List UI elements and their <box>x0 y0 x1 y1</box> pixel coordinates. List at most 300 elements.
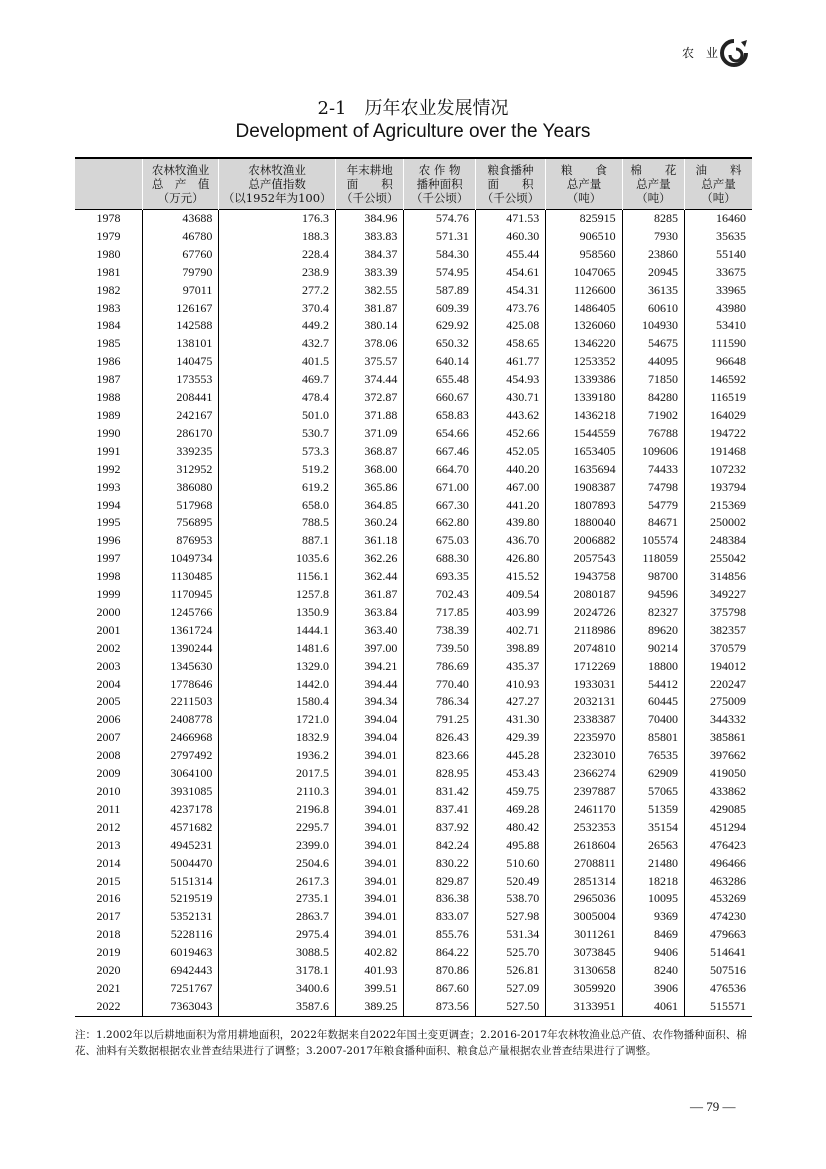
table-cell: 36135 <box>622 282 684 300</box>
table-cell: 126167 <box>142 300 218 318</box>
table-cell: 18800 <box>622 658 684 676</box>
table-cell: 4571682 <box>142 819 218 837</box>
table-cell: 394.01 <box>336 801 404 819</box>
table-cell: 2024726 <box>546 604 622 622</box>
table-cell: 440.20 <box>475 461 545 479</box>
table-cell: 619.2 <box>219 479 336 497</box>
table-cell: 384.37 <box>336 246 404 264</box>
table-cell: 786.69 <box>404 658 475 676</box>
table-row <box>75 837 752 855</box>
table-cell: 658.0 <box>219 497 336 515</box>
year-cell: 1992 <box>96 461 121 476</box>
table-cell: 397662 <box>685 747 752 765</box>
table-cell: 3059920 <box>546 980 622 998</box>
table-cell: 867.60 <box>404 980 475 998</box>
table-cell: 507516 <box>685 962 752 980</box>
year-cell: 1980 <box>96 246 121 261</box>
table-cell: 118059 <box>622 550 684 568</box>
table-cell: 349227 <box>685 586 752 604</box>
table-cell: 60445 <box>622 693 684 711</box>
table-cell: 2057543 <box>546 550 622 568</box>
table-cell: 2323010 <box>546 747 622 765</box>
table-cell: 2735.1 <box>219 890 336 908</box>
table-cell: 574.95 <box>404 264 475 282</box>
year-cell: 2013 <box>96 837 121 852</box>
table-cell: 445.28 <box>475 747 545 765</box>
table-cell: 375798 <box>685 604 752 622</box>
table-cell: 46780 <box>142 228 218 246</box>
table-cell: 501.0 <box>219 407 336 425</box>
table-cell: 383.39 <box>336 264 404 282</box>
column-header: 粮食播种 面 积 （千公顷） <box>475 158 545 210</box>
table-cell: 51359 <box>622 801 684 819</box>
table-cell: 467.00 <box>475 479 545 497</box>
table-cell: 2965036 <box>546 890 622 908</box>
table-cell: 430.71 <box>475 389 545 407</box>
year-cell: 1997 <box>96 551 121 566</box>
table-cell: 220247 <box>685 676 752 694</box>
page-number: — 79 — <box>690 1099 736 1114</box>
table-cell: 514641 <box>685 944 752 962</box>
table-cell: 5004470 <box>142 855 218 873</box>
table-cell: 5219519 <box>142 890 218 908</box>
table-cell: 458.65 <box>475 335 545 353</box>
table-cell: 361.87 <box>336 586 404 604</box>
table-row <box>75 819 752 837</box>
table-cell: 173553 <box>142 371 218 389</box>
table-cell: 104930 <box>622 317 684 335</box>
year-cell: 2015 <box>96 873 121 888</box>
table-cell: 344332 <box>685 711 752 729</box>
table-cell: 650.32 <box>404 335 475 353</box>
table-cell: 363.84 <box>336 604 404 622</box>
year-cell: 2021 <box>96 980 121 995</box>
table-cell: 441.20 <box>475 497 545 515</box>
table-cell: 1778646 <box>142 676 218 694</box>
year-cell: 2003 <box>96 658 121 673</box>
table-cell: 370579 <box>685 640 752 658</box>
table-cell: 140475 <box>142 353 218 371</box>
table-cell: 70400 <box>622 711 684 729</box>
table-cell: 1653405 <box>546 443 622 461</box>
table-cell: 2006882 <box>546 532 622 550</box>
year-cell: 2018 <box>96 927 121 942</box>
table-cell: 476536 <box>685 980 752 998</box>
table-cell: 3130658 <box>546 962 622 980</box>
table-cell: 84280 <box>622 389 684 407</box>
table-cell: 394.01 <box>336 908 404 926</box>
column-header: 农林牧渔业 总 产 值 （万元） <box>142 158 218 210</box>
table-cell: 3906 <box>622 980 684 998</box>
table-cell: 1350.9 <box>219 604 336 622</box>
table-cell: 54675 <box>622 335 684 353</box>
table-cell: 463286 <box>685 873 752 891</box>
table-cell: 3931085 <box>142 783 218 801</box>
table-cell: 9406 <box>622 944 684 962</box>
table-cell: 436.70 <box>475 532 545 550</box>
table-cell: 57065 <box>622 783 684 801</box>
table-cell: 76535 <box>622 747 684 765</box>
table-cell: 459.75 <box>475 783 545 801</box>
table-cell: 609.39 <box>404 300 475 318</box>
table-cell: 1339180 <box>546 389 622 407</box>
table-cell: 398.89 <box>475 640 545 658</box>
table-cell: 455.44 <box>475 246 545 264</box>
table-cell: 3064100 <box>142 765 218 783</box>
table-cell: 584.30 <box>404 246 475 264</box>
year-cell: 1984 <box>96 318 121 333</box>
table-cell: 830.22 <box>404 855 475 873</box>
table-row <box>75 479 752 497</box>
table-cell: 389.25 <box>336 998 404 1016</box>
table-cell: 9369 <box>622 908 684 926</box>
table-header-row <box>75 158 752 210</box>
year-cell: 2011 <box>96 801 121 816</box>
table-cell: 62909 <box>622 765 684 783</box>
table-cell: 339235 <box>142 443 218 461</box>
table-cell: 667.30 <box>404 497 475 515</box>
table-cell: 452.05 <box>475 443 545 461</box>
table-row <box>75 944 752 962</box>
table-cell: 109606 <box>622 443 684 461</box>
table-cell: 372.87 <box>336 389 404 407</box>
year-cell: 2002 <box>96 640 121 655</box>
table-cell: 439.80 <box>475 514 545 532</box>
year-cell: 2014 <box>96 855 121 870</box>
table-cell: 2338387 <box>546 711 622 729</box>
table-cell: 90214 <box>622 640 684 658</box>
table-cell: 520.49 <box>475 873 545 891</box>
table-cell: 1721.0 <box>219 711 336 729</box>
column-header: 粮 食 总产量 （吨） <box>546 158 622 210</box>
year-cell: 1988 <box>96 390 121 405</box>
table-cell: 286170 <box>142 425 218 443</box>
table-cell: 164029 <box>685 407 752 425</box>
table-row <box>75 335 752 353</box>
table-cell: 382357 <box>685 622 752 640</box>
table-cell: 1339386 <box>546 371 622 389</box>
table-cell: 454.93 <box>475 371 545 389</box>
table-cell: 1486405 <box>546 300 622 318</box>
table-cell: 2032131 <box>546 693 622 711</box>
table-cell: 98700 <box>622 568 684 586</box>
table-row <box>75 890 752 908</box>
table-row <box>75 801 752 819</box>
column-header: 农 作 物 播种面积 （千公顷） <box>404 158 475 210</box>
table-cell: 74798 <box>622 479 684 497</box>
table-cell: 480.42 <box>475 819 545 837</box>
year-cell: 2008 <box>96 748 121 763</box>
year-cell: 2020 <box>96 963 121 978</box>
table-cell: 4945231 <box>142 837 218 855</box>
table-cell: 4237178 <box>142 801 218 819</box>
table-row <box>75 747 752 765</box>
table-cell: 449.2 <box>219 317 336 335</box>
table-cell: 1035.6 <box>219 550 336 568</box>
table-cell: 5228116 <box>142 926 218 944</box>
table-cell: 675.03 <box>404 532 475 550</box>
table-cell: 1936.2 <box>219 747 336 765</box>
table-cell: 365.86 <box>336 479 404 497</box>
table-cell: 33965 <box>685 282 752 300</box>
table-cell: 1361724 <box>142 622 218 640</box>
table-cell: 54779 <box>622 497 684 515</box>
table-row <box>75 443 752 461</box>
year-cell: 1982 <box>96 282 121 297</box>
table-cell: 8285 <box>622 210 684 228</box>
table-cell: 5352131 <box>142 908 218 926</box>
table-cell: 435.37 <box>475 658 545 676</box>
table-cell: 836.38 <box>404 890 475 908</box>
year-cell: 1985 <box>96 336 121 351</box>
table-cell: 1943758 <box>546 568 622 586</box>
column-header: 棉 花 总产量 （吨） <box>622 158 684 210</box>
table-cell: 375.57 <box>336 353 404 371</box>
table-row <box>75 622 752 640</box>
year-cell: 1978 <box>96 211 121 225</box>
table-cell: 2851314 <box>546 873 622 891</box>
table-cell: 380.14 <box>336 317 404 335</box>
table-cell: 191468 <box>685 443 752 461</box>
table-cell: 667.46 <box>404 443 475 461</box>
table-cell: 368.87 <box>336 443 404 461</box>
table-cell: 2080187 <box>546 586 622 604</box>
table-cell: 419050 <box>685 765 752 783</box>
table-cell: 71902 <box>622 407 684 425</box>
table-cell: 829.87 <box>404 873 475 891</box>
table-cell: 527.98 <box>475 908 545 926</box>
table-cell: 76788 <box>622 425 684 443</box>
table-cell: 403.99 <box>475 604 545 622</box>
table-cell: 20945 <box>622 264 684 282</box>
year-cell: 2010 <box>96 784 121 798</box>
table-cell: 394.44 <box>336 676 404 694</box>
table-cell: 54412 <box>622 676 684 694</box>
year-cell: 1993 <box>96 479 121 494</box>
table-cell: 469.7 <box>219 371 336 389</box>
table-cell: 314856 <box>685 568 752 586</box>
table-cell: 517968 <box>142 497 218 515</box>
table-cell: 94596 <box>622 586 684 604</box>
table-cell: 107232 <box>685 461 752 479</box>
table-row <box>75 407 752 425</box>
table-cell: 394.01 <box>336 765 404 783</box>
table-cell: 7251767 <box>142 980 218 998</box>
table-cell: 510.60 <box>475 855 545 873</box>
table-cell: 530.7 <box>219 425 336 443</box>
year-cell: 1991 <box>96 443 121 458</box>
table-cell: 362.44 <box>336 568 404 586</box>
table-cell: 1712269 <box>546 658 622 676</box>
table-cell: 479663 <box>685 926 752 944</box>
table-cell: 3005004 <box>546 908 622 926</box>
table-cell: 2532353 <box>546 819 622 837</box>
table-row <box>75 461 752 479</box>
table-cell: 368.00 <box>336 461 404 479</box>
table-row <box>75 783 752 801</box>
table-cell: 2017.5 <box>219 765 336 783</box>
table-cell: 688.30 <box>404 550 475 568</box>
table-cell: 538.70 <box>475 890 545 908</box>
table-cell: 2118986 <box>546 622 622 640</box>
table-cell: 85801 <box>622 729 684 747</box>
table-cell: 371.88 <box>336 407 404 425</box>
table-cell: 461.77 <box>475 353 545 371</box>
table-cell: 2235970 <box>546 729 622 747</box>
year-cell: 1979 <box>96 228 121 243</box>
table-cell: 188.3 <box>219 228 336 246</box>
table-cell: 574.76 <box>404 210 475 228</box>
table-cell: 360.24 <box>336 514 404 532</box>
table-cell: 2466968 <box>142 729 218 747</box>
column-header: 年末耕地 面 积 （千公顷） <box>336 158 404 210</box>
table-cell: 362.26 <box>336 550 404 568</box>
table-cell: 1908387 <box>546 479 622 497</box>
table-row <box>75 497 752 515</box>
table-cell: 8469 <box>622 926 684 944</box>
table-cell: 855.76 <box>404 926 475 944</box>
table-cell: 837.41 <box>404 801 475 819</box>
table-cell: 828.95 <box>404 765 475 783</box>
table-cell: 833.07 <box>404 908 475 926</box>
year-cell: 2022 <box>75 998 142 1016</box>
table-row <box>75 873 752 891</box>
table-cell: 2461170 <box>546 801 622 819</box>
table-row <box>75 998 752 1016</box>
table-cell: 471.53 <box>475 210 545 228</box>
table-cell: 515571 <box>685 998 752 1016</box>
table-cell: 71850 <box>622 371 684 389</box>
table-cell: 208441 <box>142 389 218 407</box>
table-cell: 386080 <box>142 479 218 497</box>
table-cell: 394.01 <box>336 783 404 801</box>
table-cell: 433862 <box>685 783 752 801</box>
table-row <box>75 353 752 371</box>
year-cell: 1986 <box>96 354 121 369</box>
table-cell: 43980 <box>685 300 752 318</box>
table-row <box>75 264 752 282</box>
table-cell: 526.81 <box>475 962 545 980</box>
table-cell: 401.93 <box>336 962 404 980</box>
table-cell: 655.48 <box>404 371 475 389</box>
year-cell: 2007 <box>96 730 121 745</box>
table-cell: 228.4 <box>219 246 336 264</box>
table-cell: 1444.1 <box>219 622 336 640</box>
year-cell: 1994 <box>96 497 121 512</box>
table-cell: 654.66 <box>404 425 475 443</box>
table-cell: 660.67 <box>404 389 475 407</box>
table-row <box>75 658 752 676</box>
table-cell: 738.39 <box>404 622 475 640</box>
table-cell: 842.24 <box>404 837 475 855</box>
table-cell: 873.56 <box>404 998 475 1016</box>
table-cell: 1049734 <box>142 550 218 568</box>
table-cell: 10095 <box>622 890 684 908</box>
table-row <box>75 246 752 264</box>
page-subtitle: Development of Agriculture over the Years <box>235 121 591 142</box>
table-cell: 3178.1 <box>219 962 336 980</box>
table-cell: 394.21 <box>336 658 404 676</box>
table-cell: 277.2 <box>219 282 336 300</box>
footnote: 注：1.2002年以后耕地面积为常用耕地面积，2022年数据来自2022年国土变更调查；2.2016-2017年农林牧渔业总产值、农作物播种面积、棉花、油料有关数据根据农业普查结果进行了调整；3.2007-2017年粮食播种面积、粮食总产量根据农业普查结果进行了调整。 <box>75 1029 747 1057</box>
year-cell: 1995 <box>96 515 121 530</box>
table-row <box>75 676 752 694</box>
table-row <box>75 604 752 622</box>
table-cell: 788.5 <box>219 514 336 532</box>
table-cell: 1345630 <box>142 658 218 676</box>
table-cell: 702.43 <box>404 586 475 604</box>
table-cell: 394.01 <box>336 837 404 855</box>
table-cell: 640.14 <box>404 353 475 371</box>
table-row <box>75 711 752 729</box>
table-row <box>75 210 752 228</box>
table-cell: 6019463 <box>142 944 218 962</box>
table-row <box>75 908 752 926</box>
table-cell: 2211503 <box>142 693 218 711</box>
table-cell: 1481.6 <box>219 640 336 658</box>
table-row <box>75 371 752 389</box>
table-cell: 587.89 <box>404 282 475 300</box>
table-row <box>75 586 752 604</box>
table-cell: 2196.8 <box>219 801 336 819</box>
table-cell: 383.83 <box>336 228 404 246</box>
table-cell: 394.34 <box>336 693 404 711</box>
table-cell: 1442.0 <box>219 676 336 694</box>
table-cell: 717.85 <box>404 604 475 622</box>
table-row <box>75 693 752 711</box>
table-cell: 664.70 <box>404 461 475 479</box>
column-header: 农林牧渔业 总产值指数 （以1952年为100） <box>219 158 336 210</box>
table-cell: 55140 <box>685 246 752 264</box>
year-cell: 2001 <box>96 622 121 637</box>
year-cell: 2012 <box>96 819 121 834</box>
table-cell: 111590 <box>685 335 752 353</box>
table-cell: 1126600 <box>546 282 622 300</box>
table-cell: 33675 <box>685 264 752 282</box>
table-row <box>75 962 752 980</box>
table-cell: 454.61 <box>475 264 545 282</box>
table-cell: 432.7 <box>219 335 336 353</box>
table-cell: 21480 <box>622 855 684 873</box>
table-cell: 215369 <box>685 497 752 515</box>
table-cell: 378.06 <box>336 335 404 353</box>
section-header: 农 业 <box>682 46 722 60</box>
year-cell: 1987 <box>96 372 121 387</box>
table-cell: 1807893 <box>546 497 622 515</box>
table-cell: 427.27 <box>475 693 545 711</box>
table-cell: 469.28 <box>475 801 545 819</box>
table-cell: 2975.4 <box>219 926 336 944</box>
year-cell: 1989 <box>96 407 121 422</box>
table-cell: 429.39 <box>475 729 545 747</box>
table-cell: 2366274 <box>546 765 622 783</box>
table-cell: 3133951 <box>546 998 622 1016</box>
table-row <box>75 389 752 407</box>
table-row <box>75 926 752 944</box>
table-cell: 3587.6 <box>219 998 336 1016</box>
agriculture-table <box>75 157 752 1017</box>
table-cell: 401.5 <box>219 353 336 371</box>
table-cell: 671.00 <box>404 479 475 497</box>
table-cell: 2110.3 <box>219 783 336 801</box>
table-cell: 23860 <box>622 246 684 264</box>
year-cell: 2000 <box>96 604 121 619</box>
year-cell: 1998 <box>96 569 121 584</box>
table-row <box>75 729 752 747</box>
table-cell: 431.30 <box>475 711 545 729</box>
table-cell: 1544559 <box>546 425 622 443</box>
table-row <box>75 765 752 783</box>
